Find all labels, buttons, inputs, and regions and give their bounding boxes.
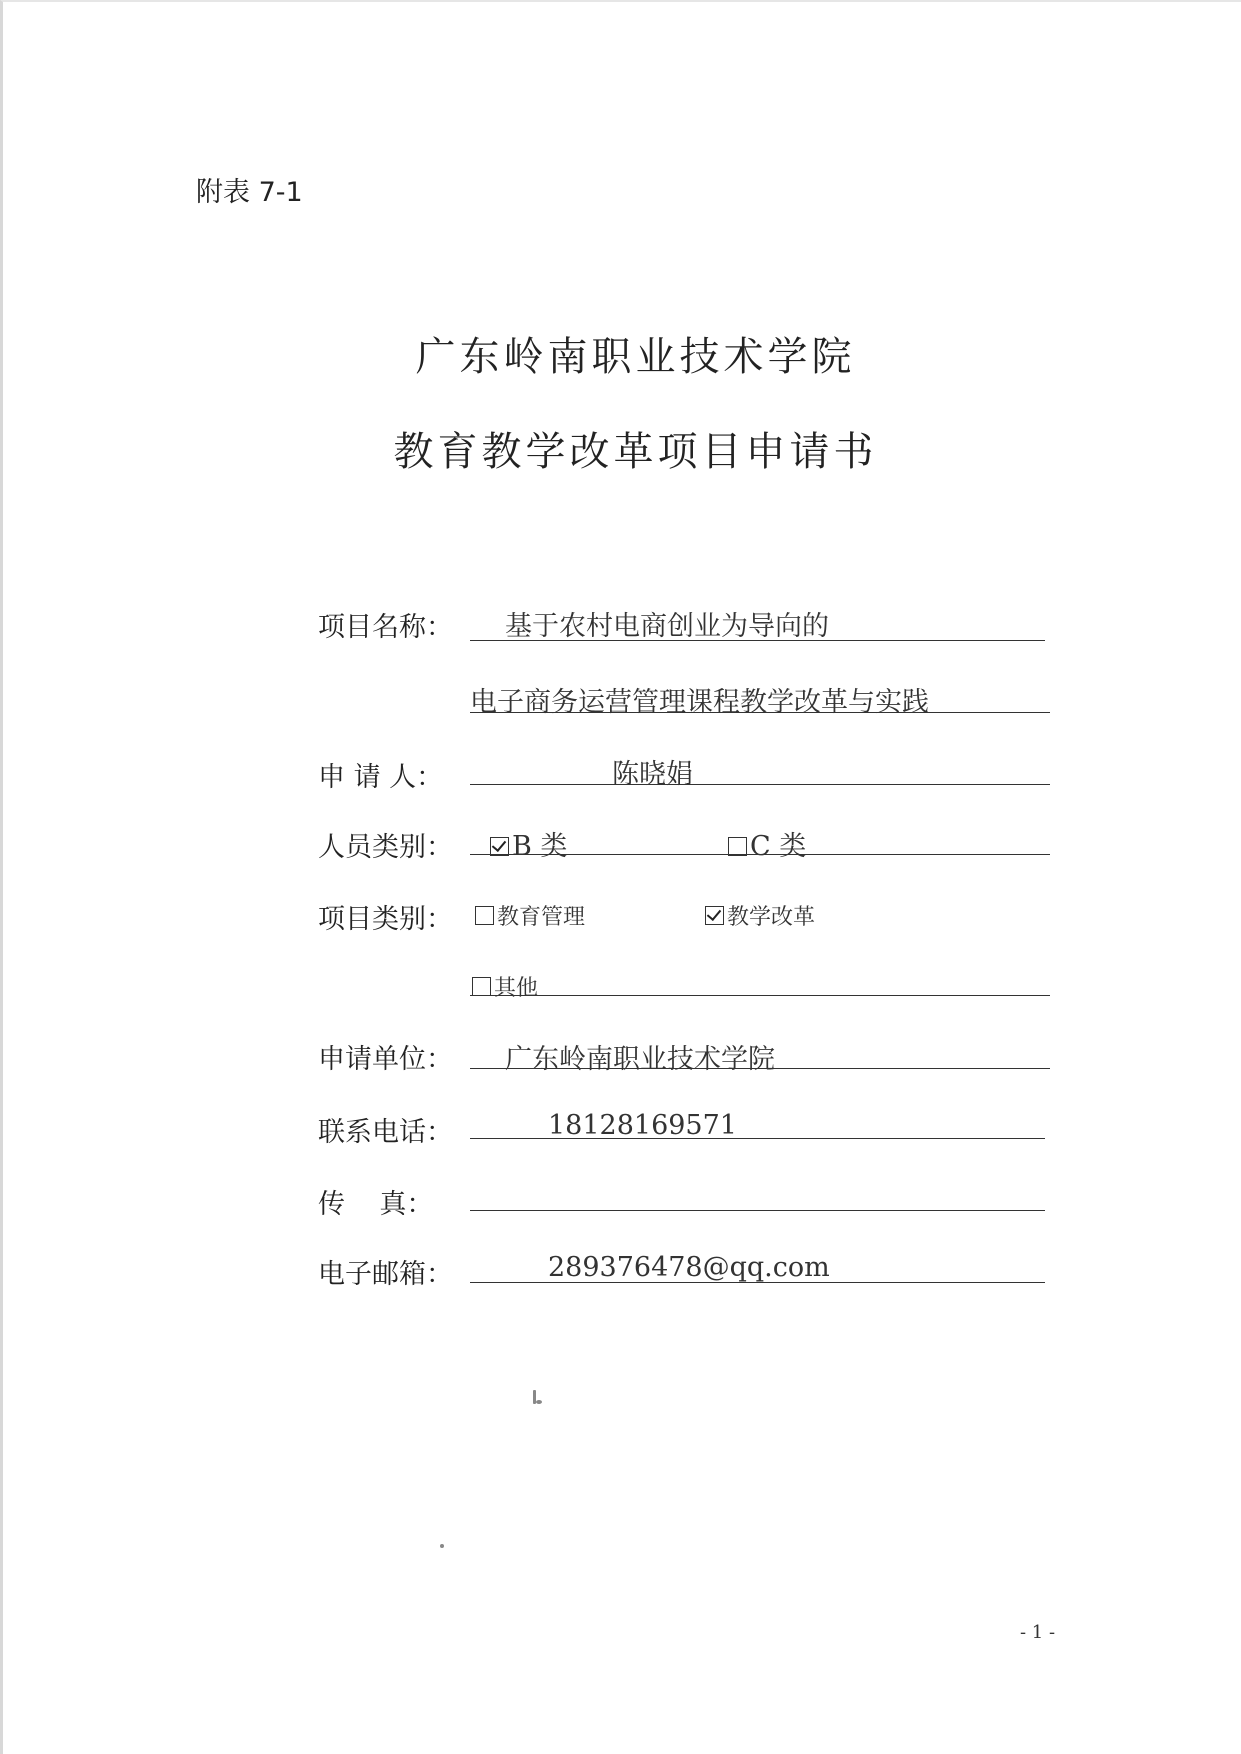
phone-label: 联系电话： bbox=[318, 1117, 453, 1148]
unit-underline bbox=[470, 1068, 1050, 1069]
email-value: 289376478@qq.com bbox=[548, 1252, 830, 1283]
staff-category-option-c bbox=[728, 824, 806, 863]
checkbox-checked-icon bbox=[705, 906, 724, 925]
staff-category-underline bbox=[470, 854, 1050, 855]
applicant-underline bbox=[470, 784, 1050, 785]
project-category-option-edu-mgmt bbox=[475, 900, 585, 931]
project-name-underline-2 bbox=[470, 712, 1050, 713]
project-category-option-other-text: 其他 bbox=[494, 976, 539, 1001]
fax-label: 传 真： bbox=[318, 1189, 434, 1220]
project-category-label: 项目类别： bbox=[318, 904, 453, 935]
project-category-underline bbox=[470, 995, 1050, 996]
staff-category-option-b bbox=[490, 824, 567, 863]
form-title: 教育教学改革项目申请书 bbox=[393, 429, 878, 475]
project-category-option-teaching-reform bbox=[705, 900, 815, 931]
applicant-value: 陈晓娟 bbox=[612, 759, 693, 790]
staff-category-label: 人员类别： bbox=[318, 832, 453, 863]
email-underline bbox=[470, 1282, 1045, 1283]
unit-label: 申请单位： bbox=[318, 1044, 453, 1075]
scan-speck bbox=[440, 1544, 444, 1548]
school-title: 广东岭南职业技术学院 bbox=[415, 334, 856, 380]
checkbox-unchecked-icon bbox=[475, 906, 494, 925]
project-name-label: 项目名称： bbox=[318, 612, 453, 643]
project-name-underline-1 bbox=[470, 640, 1045, 641]
fax-underline bbox=[470, 1210, 1045, 1211]
project-category-option-edu-mgmt-text: 教育管理 bbox=[497, 905, 586, 930]
unit-value: 广东岭南职业技术学院 bbox=[505, 1044, 775, 1075]
page-number: - 1 - bbox=[1020, 1622, 1056, 1643]
project-category-option-other bbox=[472, 971, 538, 1002]
project-category-option-teaching-reform-text: 教学改革 bbox=[727, 905, 816, 930]
staff-category-option-b-text: B 类 bbox=[512, 831, 568, 862]
project-name-line1: 基于农村电商创业为导向的 bbox=[505, 611, 829, 642]
applicant-label: 申 请 人： bbox=[318, 762, 444, 793]
project-name-line2: 电子商务运营管理课程教学改革与实践 bbox=[470, 687, 929, 718]
phone-underline bbox=[470, 1138, 1045, 1139]
checkbox-unchecked-icon bbox=[472, 977, 491, 996]
scan-speck bbox=[536, 1400, 542, 1404]
staff-category-option-c-text: C 类 bbox=[750, 831, 807, 862]
email-label: 电子邮箱： bbox=[318, 1259, 453, 1290]
phone-value: 18128169571 bbox=[548, 1110, 737, 1141]
appendix-label: 附表 7-1 bbox=[196, 177, 303, 208]
